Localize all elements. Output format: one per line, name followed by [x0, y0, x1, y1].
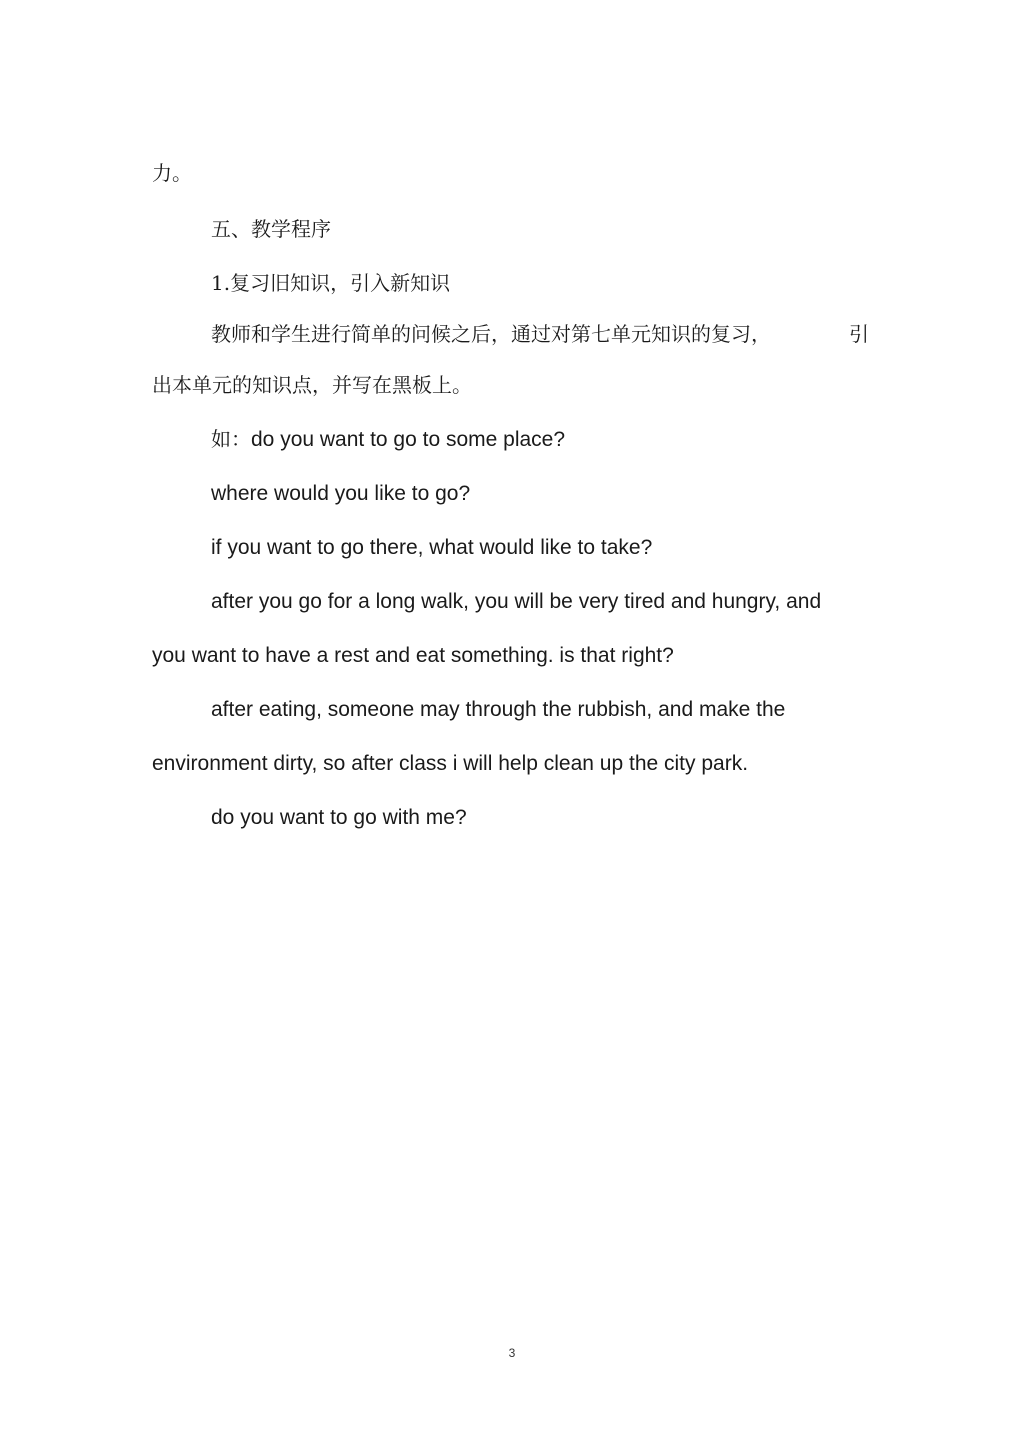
paragraph-line-text: 教师和学生进行简单的问候之后，通过对第七单元知识的复习，	[211, 322, 771, 346]
subsection-heading: 1.复习旧知识，引入新知识	[211, 271, 451, 295]
text-line-continuation: 力。	[152, 161, 192, 185]
section-heading: 五、教学程序	[211, 217, 331, 241]
example-prefix: 如：	[211, 427, 251, 451]
paragraph-line-end: 引	[849, 322, 869, 346]
example-line: if you want to go there, what would like to take?	[211, 536, 653, 559]
example-line: environment dirty, so after class i will help clean up the city park.	[152, 752, 749, 775]
example-line	[211, 426, 565, 453]
example-line: after you go for a long walk, you will be very tired and hungry, and	[211, 590, 822, 613]
page-number: 3	[508, 1346, 516, 1360]
example-text: do you want to go to some place?	[251, 428, 566, 451]
example-line: do you want to go with me?	[211, 806, 467, 829]
paragraph-line	[211, 321, 869, 347]
paragraph-line: 出本单元的知识点，并写在黑板上。	[152, 373, 472, 397]
example-line: you want to have a rest and eat something. is that right?	[152, 644, 674, 667]
example-line: where would you like to go?	[211, 482, 471, 505]
example-line: after eating, someone may through the rubbish, and make the	[211, 698, 786, 721]
